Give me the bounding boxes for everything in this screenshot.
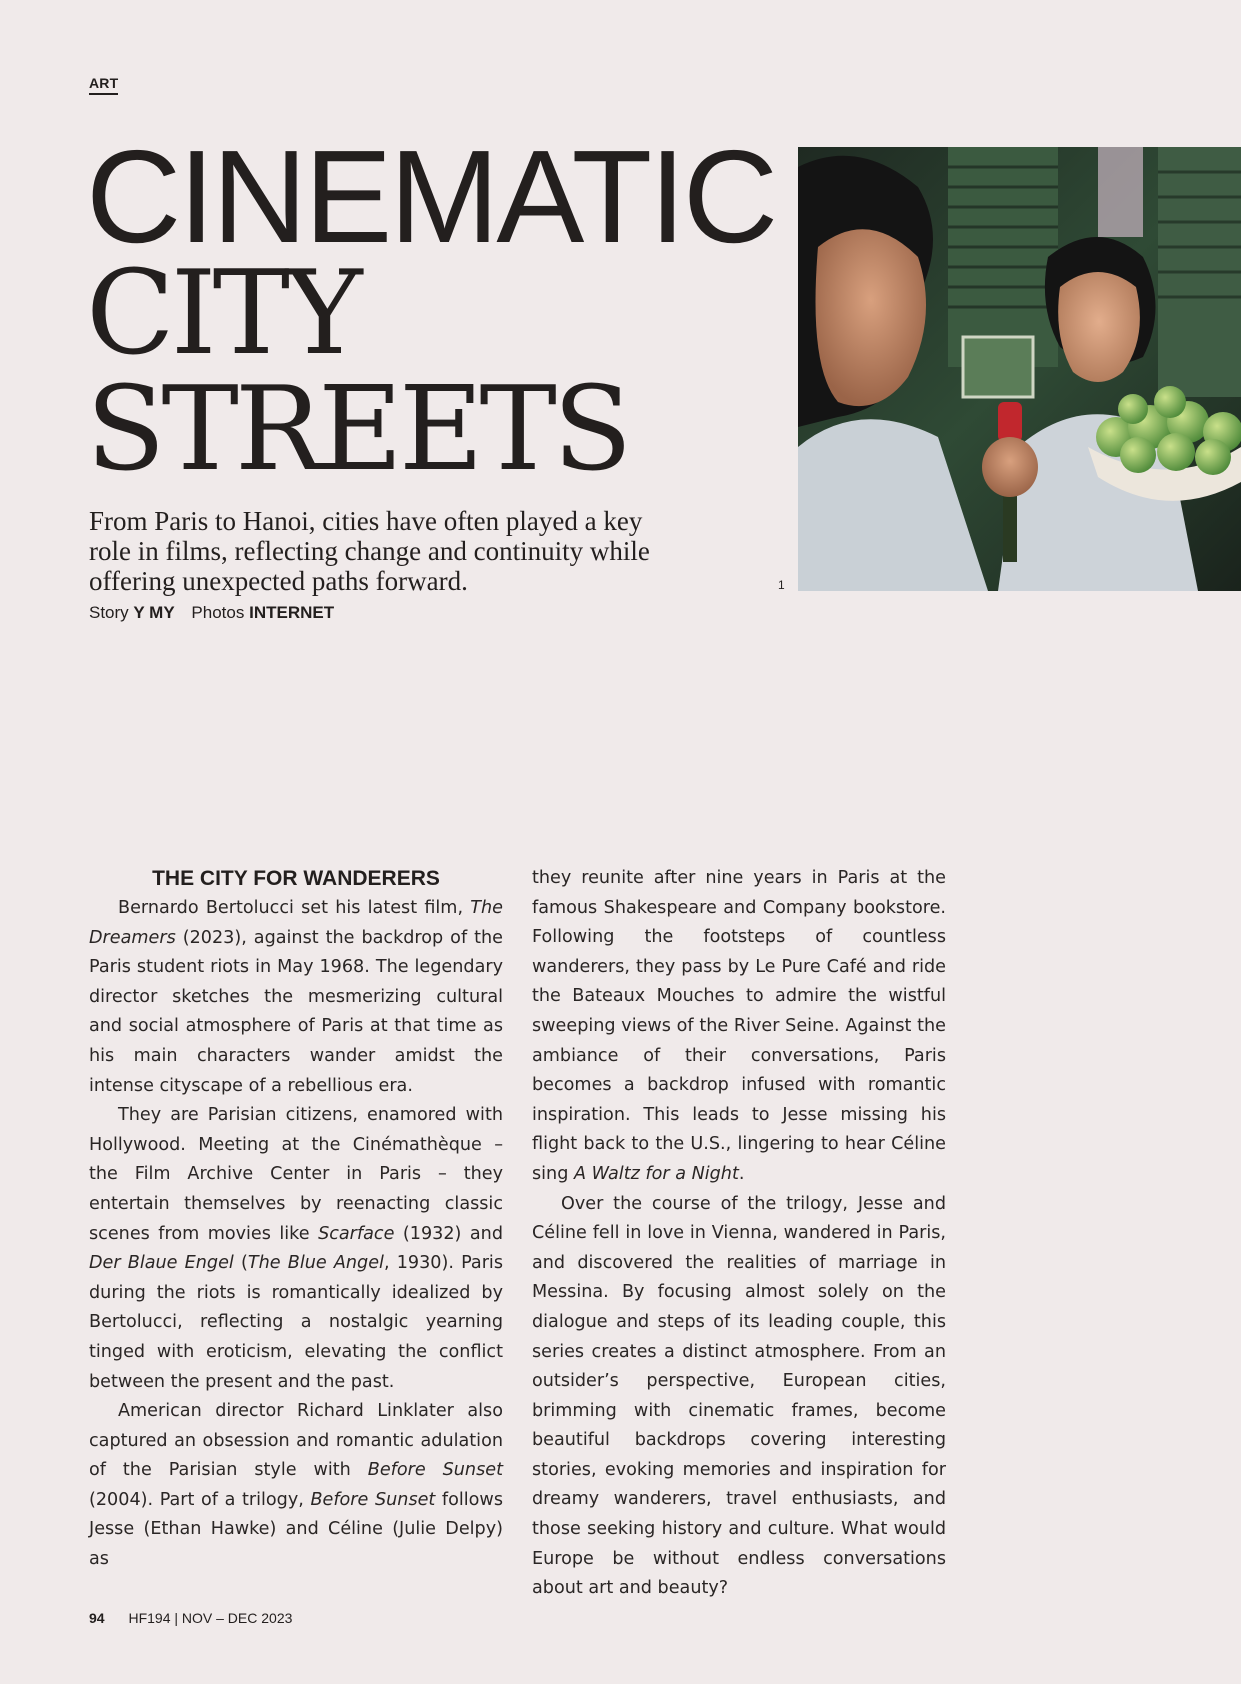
section-tag: ART xyxy=(89,75,118,95)
film-still-photo xyxy=(798,147,1241,591)
headline-line-3: STREETS xyxy=(86,362,629,497)
photos-label: Photos xyxy=(191,603,245,622)
issue-info: HF194 | NOV – DEC 2023 xyxy=(128,1610,293,1626)
text-run: , 1930). Paris during the riots is romantically idealized by Bertolucci, reflecting a nostalgic yearning tinged with eroticism, elevating the conflict between the present and the past. xyxy=(89,1253,503,1392)
text-run: They are Parisian citizens, enamored with Hollywood. Meeting at the Cinémathèque – the Film Archive Center in Paris – they entertain themselves by reenacting classic scenes from movies like xyxy=(89,1105,503,1244)
section-heading: THE CITY FOR WANDERERS xyxy=(152,867,440,890)
headline-line-1: CINEMATIC xyxy=(86,123,776,270)
page-footer xyxy=(89,1610,292,1626)
body-paragraph-5 xyxy=(532,1190,946,1604)
text-run: follows Jesse (Ethan Hawke) and Céline (Julie Delpy) as xyxy=(89,1489,503,1570)
body-paragraph-2 xyxy=(89,1101,503,1397)
text-run: American director Richard Linklater also captured an obsession and romantic adulation of the Parisian style with xyxy=(89,1401,503,1481)
text-run: they reunite after nine years in Paris at the famous Shakespeare and Company bookstore. Following the footsteps of countless wanderers, they pass by Le Pure Café and ride the Bateaux Mouches to admire the wistful sweeping views of the River Seine. Against the ambiance of their conversations, Paris becomes a backdrop infused with romantic inspiration. This leads to Jesse missing his flight back to the U.S., lingering to hear Céline sing xyxy=(532,868,946,1184)
body-column-left xyxy=(89,864,503,1575)
story-label: Story xyxy=(89,603,129,622)
italic-title: Before Sunset xyxy=(310,1489,436,1510)
text-run: . xyxy=(738,1163,745,1184)
text-run: Over the course of the trilogy, Jesse and Céline fell in love in Vienna, wandered in Paris, and discovered the realities of marriage in Messina. By focusing almost solely on the dialogue and steps of its leading couple, this series creates a distinct atmosphere. From an outsider’s perspective, European cities, brimming with cinematic frames, become beautiful backdrops covering interesting stories, evoking memories and inspiration for dreamy wanderers, travel enthusiasts, and those seeking history and culture. What would Europe be without endless conversations about art and beauty? xyxy=(532,1193,946,1599)
italic-title: Scarface xyxy=(318,1223,395,1244)
photos-credit: INTERNET xyxy=(249,603,335,622)
page-number: 94 xyxy=(89,1610,105,1626)
byline xyxy=(89,603,334,623)
photo-caption-number: 1 xyxy=(778,578,785,592)
text-run: (2023), against the backdrop of the Paris student riots in May 1968. The legendary director sketches the mesmerizing cultural and social atmosphere of Paris at that time as his main characters wander amidst the intense cityscape of a rebellious era. xyxy=(89,927,503,1096)
italic-title: The Dreamers xyxy=(89,898,503,948)
italic-title: Der Blaue Engel xyxy=(89,1253,234,1274)
text-run: (2004). Part of a trilogy, xyxy=(89,1489,311,1510)
headline-line-2: CITY xyxy=(86,246,359,381)
text-run: Bernardo Bertolucci set his latest film, xyxy=(118,898,471,918)
body-paragraph-1 xyxy=(89,894,503,1101)
story-author: Y MY xyxy=(133,603,175,622)
body-paragraph-3 xyxy=(89,1397,503,1575)
italic-title: A Waltz for a Night xyxy=(573,1163,739,1184)
text-run: (1932) and xyxy=(394,1223,503,1244)
italic-title: The Blue Angel xyxy=(247,1253,384,1274)
text-run: ( xyxy=(233,1253,248,1274)
body-column-right xyxy=(532,864,946,1604)
article-subtitle: From Paris to Hanoi, cities have often played a key role in films, reflecting change and continuity while offering unexpected paths forward. xyxy=(89,506,650,596)
body-paragraph-4 xyxy=(532,864,946,1190)
italic-title: Before Sunset xyxy=(367,1460,503,1481)
